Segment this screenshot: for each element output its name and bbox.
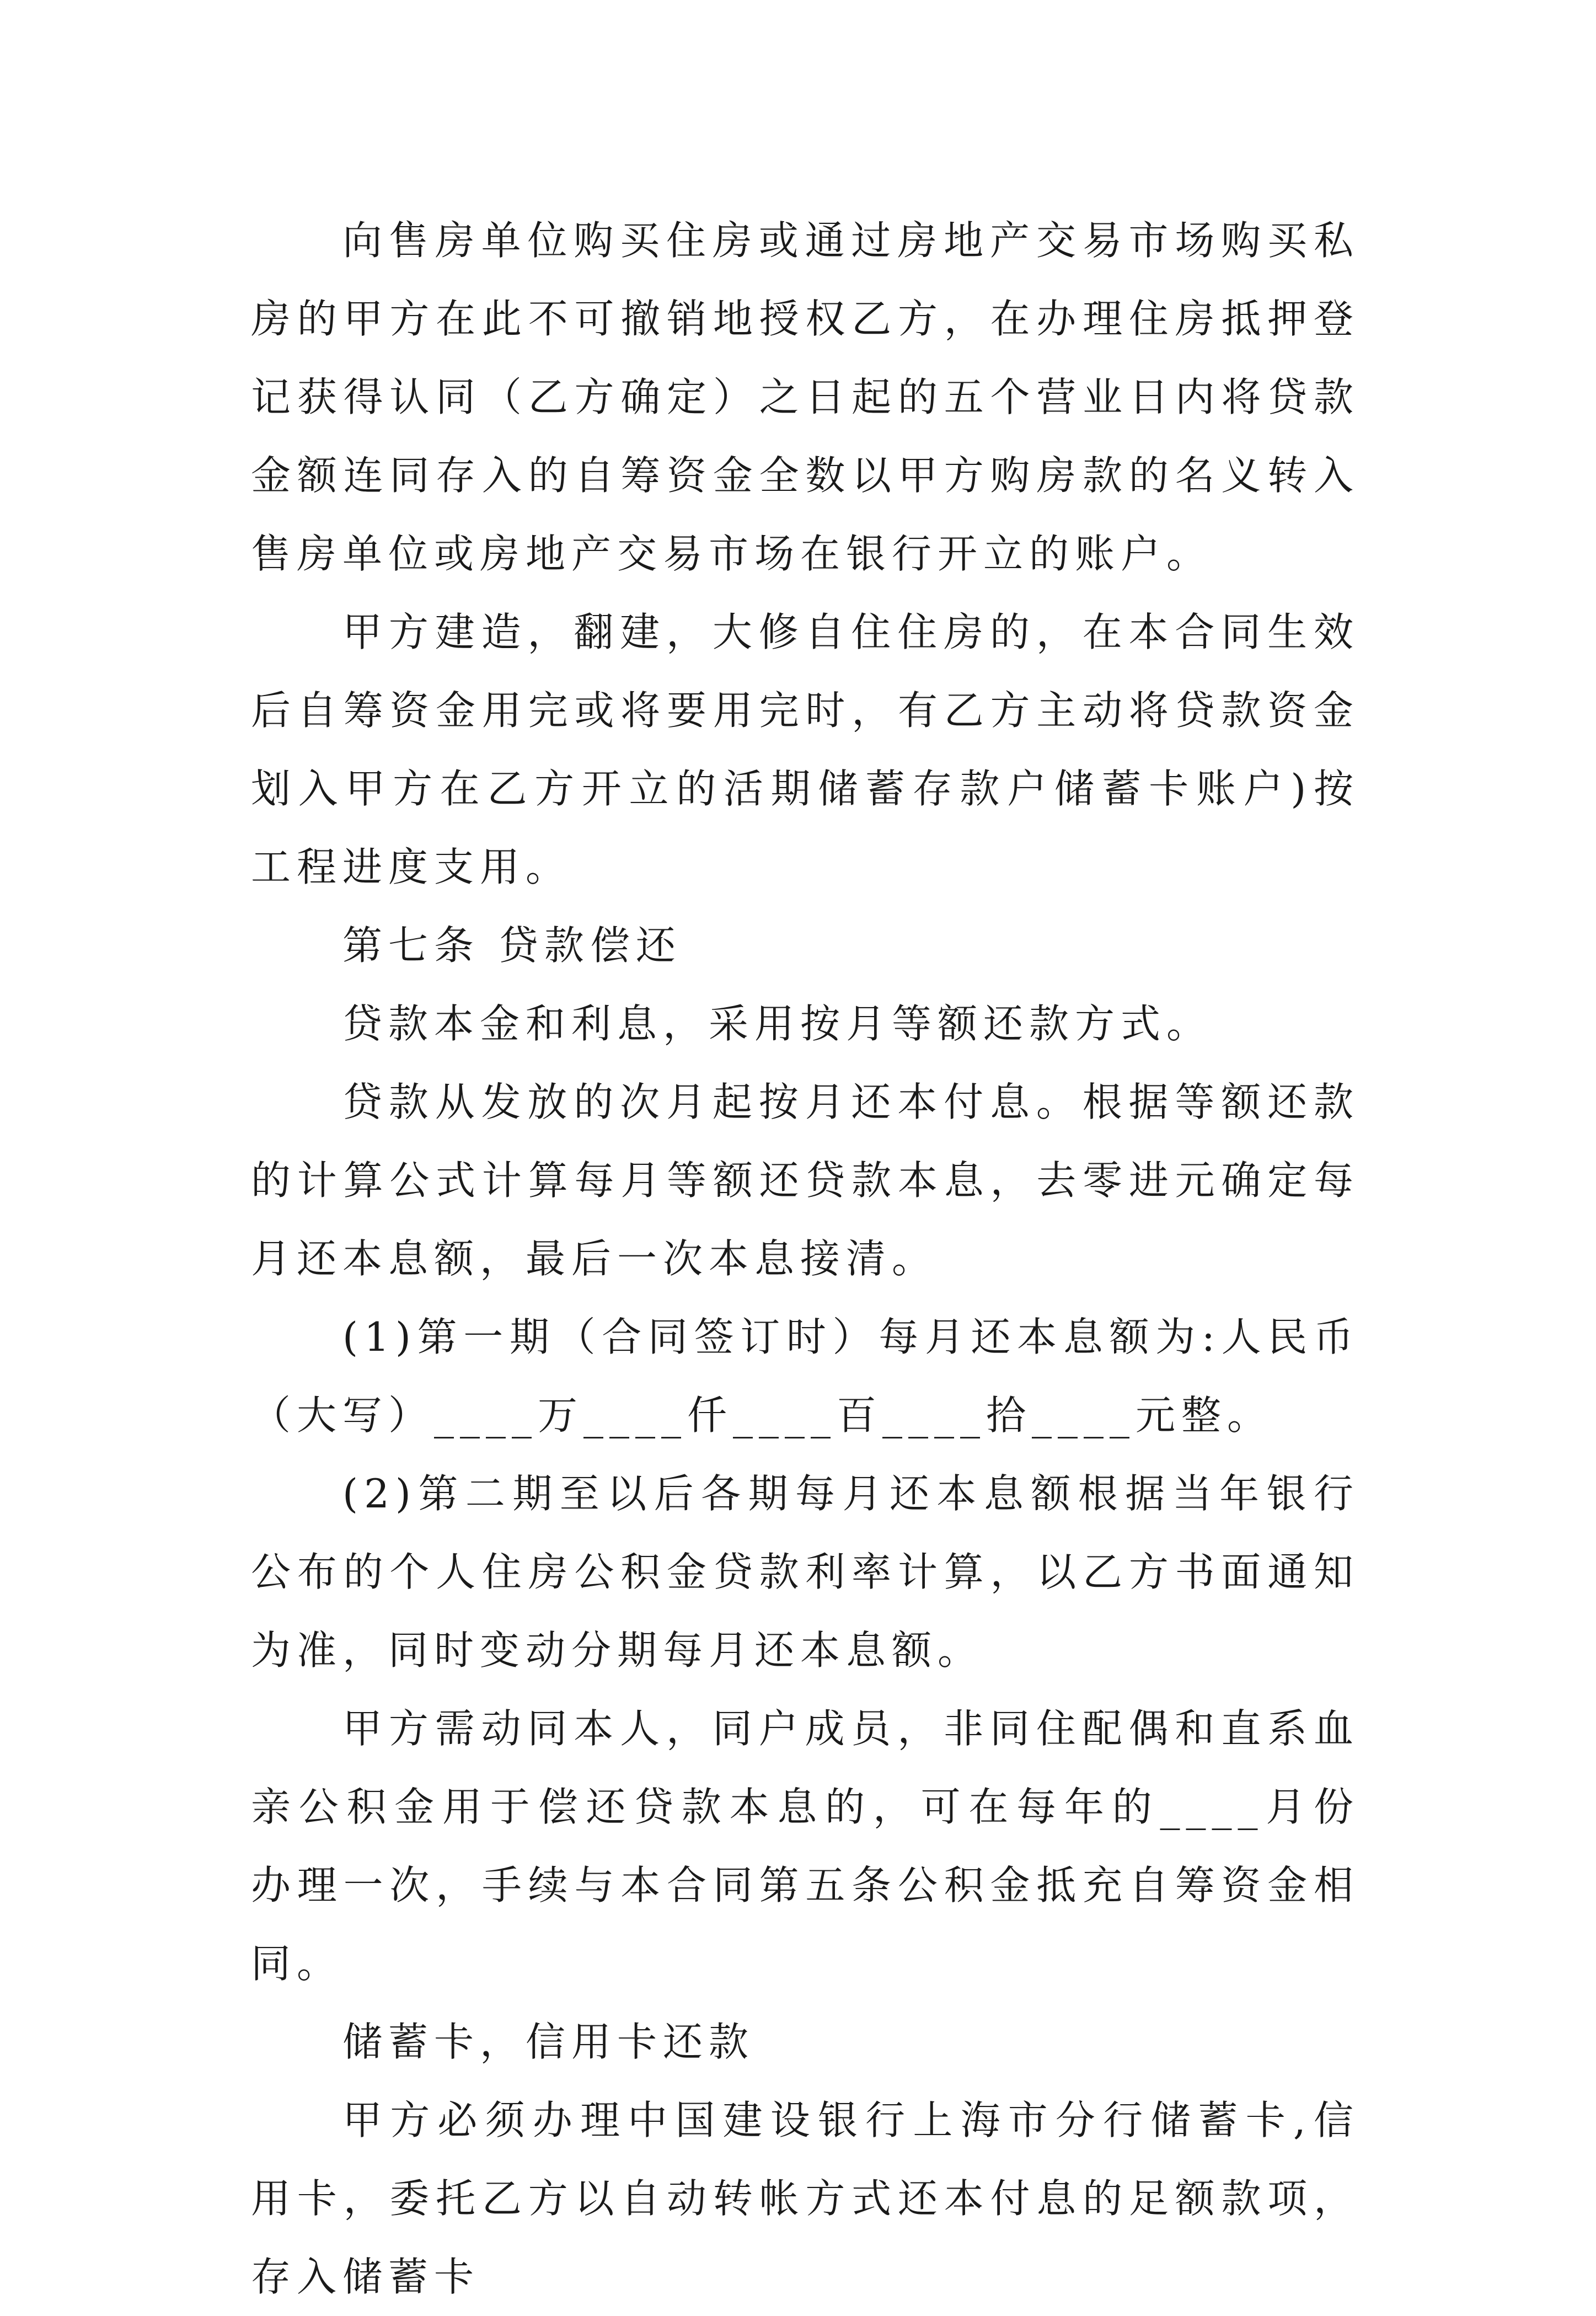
section-heading-card-repayment: 储蓄卡，信用卡还款	[342, 2019, 755, 2065]
paragraph-later-periods: (2)第二期至以后各期每月还本息额根据当年银行公布的个人住房公积金贷款利率计算，以乙方书面通知为准，同时变动分期每月还本息额。	[251, 1470, 1359, 1673]
paragraph-monthly-repayment: 贷款从发放的次月起按月还本付息。根据等额还款的计算公式计算每月等额还贷款本息，去零进元确定每月还本息额，最后一次本息接清。	[251, 1079, 1359, 1282]
paragraph-repayment-method: 贷款本金和利息，采用按月等额还款方式。	[342, 1001, 1213, 1047]
document-body	[251, 201, 1359, 2316]
paragraph-house-purchase-authorization: 向售房单位购买住房或通过房地产交易市场购买私房的甲方在此不可撤销地授权乙方，在办理住房抵押登记获得认同（乙方确定）之日起的五个营业日内将贷款金额连同存入的自筹资金全数以甲方购房款的名义转入售房单位或房地产交易市场在银行开立的账户。	[251, 217, 1359, 577]
section-heading-article-7: 第七条 贷款偿还	[342, 922, 682, 969]
paragraph-first-period-amount: (1)第一期（合同签订时）每月还本息额为:人民币（大写）____万____仟____百____拾____元整。	[251, 1314, 1359, 1438]
paragraph-construction-funds: 甲方建造，翻建，大修自住住房的，在本合同生效后自筹资金用完或将要用完时，有乙方主动将贷款资金划入甲方在乙方开立的活期储蓄存款户储蓄卡账户)按工程进度支用。	[251, 609, 1359, 890]
paragraph-card-repayment: 甲方必须办理中国建设银行上海市分行储蓄卡,信用卡，委托乙方以自动转帐方式还本付息的足额款项，存入储蓄卡	[251, 2097, 1359, 2300]
paragraph-provident-fund-use: 甲方需动同本人，同户成员，非同住配偶和直系血亲公积金用于偿还贷款本息的，可在每年的____月份办理一次，手续与本合同第五条公积金抵充自筹资金相同。	[251, 1705, 1359, 1987]
